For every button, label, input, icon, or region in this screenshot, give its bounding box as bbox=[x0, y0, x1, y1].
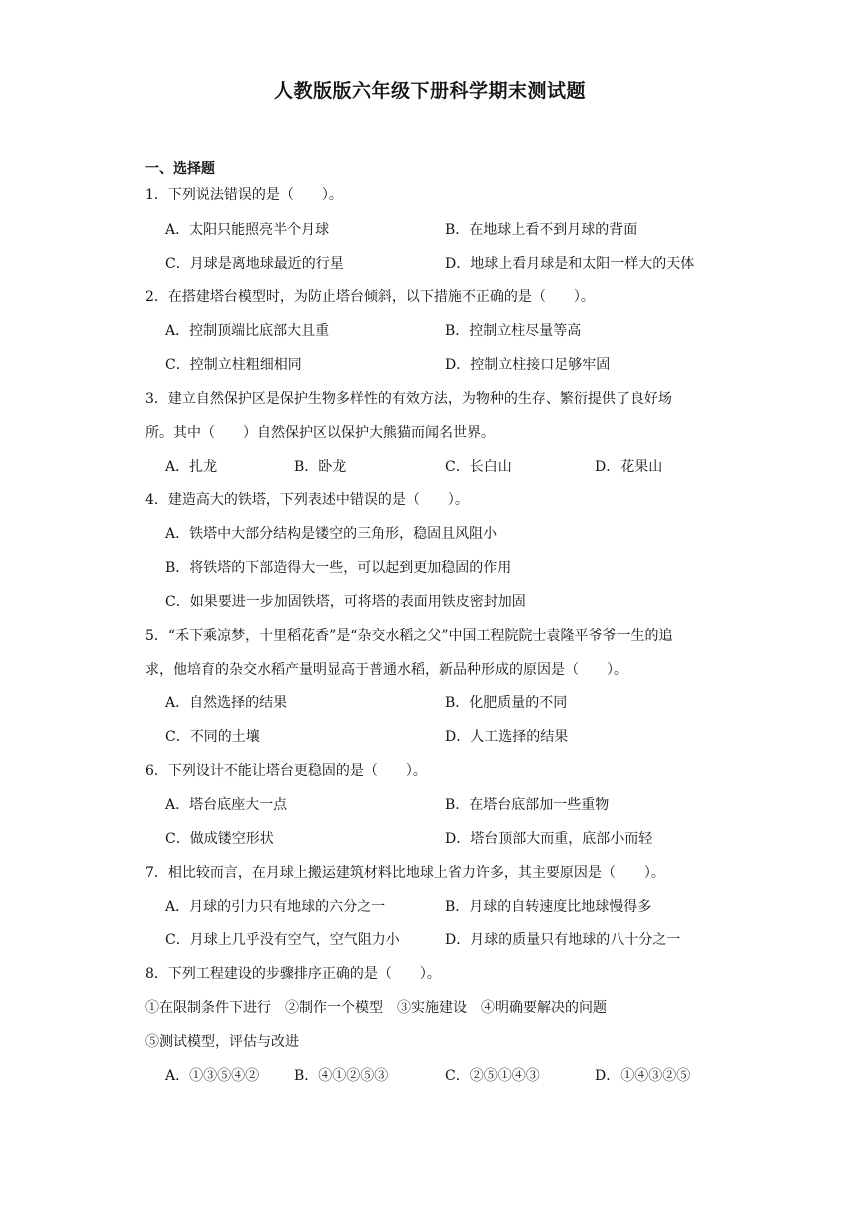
question-6-option-c: C．做成镂空形状 bbox=[165, 831, 274, 847]
question-6-option-d: D．塔台顶部大而重，底部小而轻 bbox=[445, 831, 653, 847]
question-1-option-a: A．太阳只能照亮半个月球 bbox=[165, 222, 330, 238]
question-4-option-b: B．将铁塔的下部造得大一些，可以起到更加稳固的作用 bbox=[165, 560, 512, 576]
question-5-stem-line-1: 5．“禾下乘凉梦，十里稻花香”是“杂交水稻之父”中国工程院院士袁隆平爷爷一生的追 bbox=[145, 628, 673, 644]
question-8-steps-line-2: ⑤测试模型，评估与改进 bbox=[145, 1034, 299, 1050]
question-6-option-a: A．塔台底座大一点 bbox=[165, 797, 288, 813]
question-8-option-a: A．①③⑤④② bbox=[165, 1068, 260, 1084]
question-1-option-b: B．在地球上看不到月球的背面 bbox=[445, 222, 638, 238]
question-1-stem: 1．下列说法错误的是（ ）。 bbox=[145, 187, 343, 203]
question-3-option-b: B．卧龙 bbox=[294, 459, 347, 475]
section-heading: 一、选择题 bbox=[145, 161, 215, 177]
question-1-option-d: D．地球上看月球是和太阳一样大的天体 bbox=[445, 256, 695, 272]
question-5-option-d: D．人工选择的结果 bbox=[445, 729, 569, 745]
question-4-stem: 4．建造高大的铁塔，下列表述中错误的是（ ）。 bbox=[145, 492, 469, 508]
question-7-stem: 7．相比较而言，在月球上搬运建筑材料比地球上省力许多，其主要原因是（ ）。 bbox=[145, 865, 665, 881]
question-2-option-c: C．控制立柱粗细相同 bbox=[165, 357, 302, 373]
question-2-option-a: A．控制顶端比底部大且重 bbox=[165, 323, 330, 339]
question-8-option-d: D．①④③②⑤ bbox=[595, 1068, 691, 1084]
question-4-option-a: A．铁塔中大部分结构是镂空的三角形，稳固且风阻小 bbox=[165, 526, 498, 542]
question-5-option-b: B．化肥质量的不同 bbox=[445, 695, 568, 711]
question-8-option-b: B．④①②⑤③ bbox=[294, 1068, 389, 1084]
question-7-option-c: C．月球上几乎没有空气，空气阻力小 bbox=[165, 932, 400, 948]
question-5-stem-line-2: 求，他培育的杂交水稻产量明显高于普通水稻，新品种形成的原因是（ ）。 bbox=[145, 662, 628, 678]
question-7-option-a: A．月球的引力只有地球的六分之一 bbox=[165, 899, 386, 915]
question-8-option-c: C．②⑤①④③ bbox=[445, 1068, 540, 1084]
question-7-option-b: B．月球的自转速度比地球慢得多 bbox=[445, 899, 652, 915]
question-6-stem: 6．下列设计不能让塔台更稳固的是（ ）。 bbox=[145, 763, 427, 779]
question-2-option-d: D．控制立柱接口足够牢固 bbox=[445, 357, 611, 373]
question-3-option-c: C．长白山 bbox=[445, 459, 512, 475]
question-5-option-c: C．不同的土壤 bbox=[165, 729, 260, 745]
question-3-option-d: D．花果山 bbox=[595, 459, 663, 475]
question-3-stem-line-2: 所。其中（ ）自然保护区以保护大熊猫而闻名世界。 bbox=[145, 425, 495, 441]
question-1-option-c: C．月球是离地球最近的行星 bbox=[165, 256, 344, 272]
question-6-option-b: B．在塔台底部加一些重物 bbox=[445, 797, 610, 813]
question-4-option-c: C．如果要进一步加固铁塔，可将塔的表面用铁皮密封加固 bbox=[165, 594, 526, 610]
question-8-stem: 8．下列工程建设的步骤排序正确的是（ ）。 bbox=[145, 966, 441, 982]
question-5-option-a: A．自然选择的结果 bbox=[165, 695, 288, 711]
question-2-option-b: B．控制立柱尽量等高 bbox=[445, 323, 582, 339]
question-8-steps-line-1: ①在限制条件下进行 ②制作一个模型 ③实施建设 ④明确要解决的问题 bbox=[145, 1000, 607, 1016]
question-3-option-a: A．扎龙 bbox=[165, 459, 218, 475]
page-title: 人教版版六年级下册科学期末测试题 bbox=[273, 80, 586, 102]
question-2-stem: 2．在搭建塔台模型时，为防止塔台倾斜，以下措施不正确的是（ ）。 bbox=[145, 289, 595, 305]
question-7-option-d: D．月球的质量只有地球的八十分之一 bbox=[445, 932, 681, 948]
question-3-stem-line-1: 3．建立自然保护区是保护生物多样性的有效方法，为物种的生存、繁衍提供了良好场 bbox=[145, 391, 672, 407]
